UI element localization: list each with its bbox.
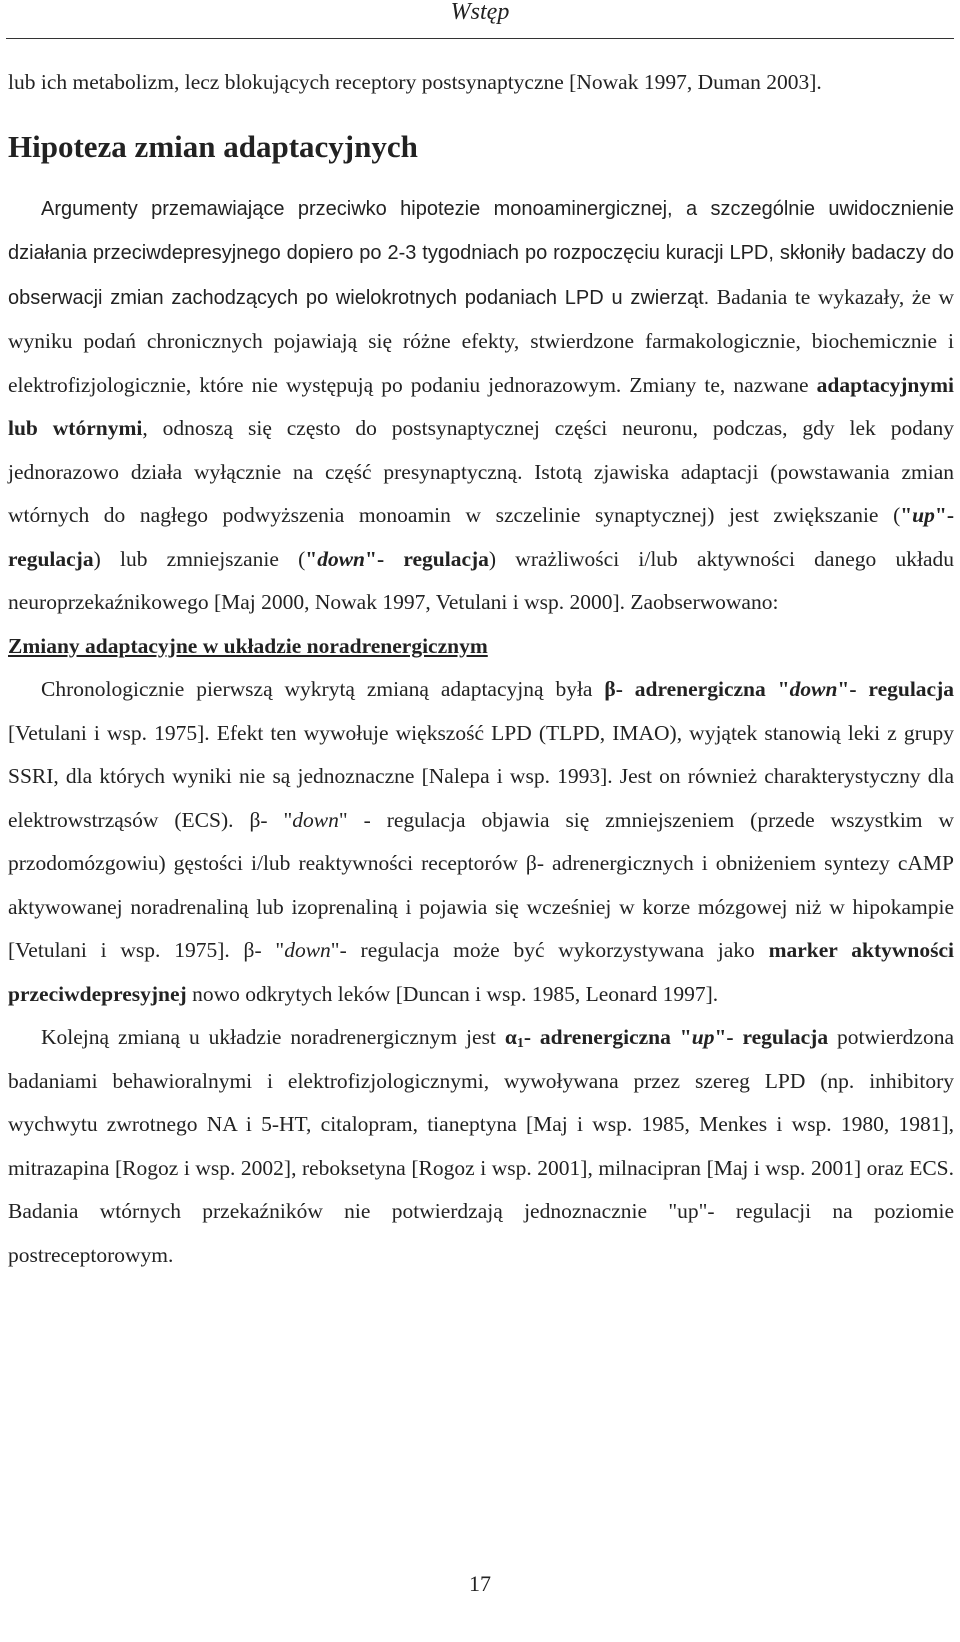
bold-term: marker aktywności przeciwdepresyjnej bbox=[8, 938, 954, 1006]
bold-term: " bbox=[305, 546, 318, 571]
text-fragment: "- regulacja może być wykorzystywana jako bbox=[330, 938, 769, 962]
bold-term: "- regulacja bbox=[8, 503, 954, 571]
bold-term: β- adrenergiczna bbox=[604, 677, 766, 701]
subscript: 1 bbox=[516, 1036, 524, 1051]
header-rule bbox=[6, 38, 954, 39]
page-header: Wstęp bbox=[450, 0, 510, 25]
text-fragment: potwierdzona badaniami behawioralnymi i elektrofizjologicznymi, wywoływana przez szereg LPD (np. inhibitory wychwytu zwrotnego NA i 5-HT, citalopram, tianeptyna [Maj i wsp. 1985, Menkes i wsp. 1980, 1981], mitrazapina [Rogoz i wsp. 2002], reboksetyna [Rogoz i wsp. 2001], milnacipran [Maj i wsp. 2001] oraz ECS. Badania wtórnych przekaźników nie potwierdzają jednoznacznie "up"- regulacji na poziomie postreceptorowym. bbox=[8, 1025, 955, 1267]
text-fragment: " - regulacja objawia się zmniejszeniem (przede wszystkim w przodomózgowiu) gęstości i/lub reaktywności receptorów β- adrenergicznych i obniżeniem syntezy cAMP aktywowanej noradrenaliną lub izoprenaliną i pojawia się wcześniej w korze mózgowej niż w hipokampie [Vetulani i wsp. 1975]. β- " bbox=[8, 807, 954, 962]
text-fragment: [Vetulani i wsp. 1975]. Efekt ten wywołuje większość LPD (TLPD, IMAO), wyjątek stanowią leki z grupy SSRI, dla których wyniki nie są jednoznaczne [Nalepa i wsp. 1993]. Jest on również charakterystyczny dla elektrowstrząsów (ECS). β- " bbox=[8, 720, 954, 832]
document-body bbox=[8, 61, 954, 1277]
bold-term: "- regulacja bbox=[714, 1025, 829, 1049]
bold-italic-term: down bbox=[317, 546, 366, 571]
paragraph-alpha-up bbox=[8, 1016, 954, 1277]
bold-term: α bbox=[504, 1025, 517, 1049]
bold-italic-term: down bbox=[789, 677, 838, 701]
text-fragment: Badania te wykazały, że w wyniku podań chronicznych pojawiają się różne efekty, stwierdzone farmakologicznie, biochemicznie i elektrofizjologicznie, które nie występują po podaniu jednorazowym. bbox=[8, 284, 955, 397]
bold-italic-term: up bbox=[912, 503, 935, 527]
italic-term: down bbox=[292, 807, 339, 832]
text-fragment: nowo odkrytych leków [Duncan i wsp. 1985, Leonard 1997]. bbox=[186, 981, 719, 1006]
italic-term: down bbox=[284, 938, 331, 962]
text-fragment: Argumenty przemawiające przeciwko hipotezie monoaminergicznej, a szczególnie uwidocznienie działania przeciwdepresyjnego dopiero po 2-3 tygodniach po rozpoczęciu kuracji LPD, skłoniły badaczy do obserwacji zmian zachodzących po wielokrotnych podaniach LPD u zwierząt. bbox=[8, 197, 954, 309]
paragraph-beta-down bbox=[8, 668, 954, 1016]
bold-term: "- regulacja bbox=[837, 677, 955, 701]
text-fragment: Zmiany te, nazwane bbox=[621, 372, 817, 397]
bold-term: "- regulacja bbox=[365, 546, 489, 571]
page-number: 17 bbox=[469, 1571, 491, 1596]
section-heading: Hipoteza zmian adaptacyjnych bbox=[8, 128, 418, 164]
bold-italic-term: up bbox=[691, 1025, 715, 1049]
text-fragment: Kolejną zmianą u układzie noradrenergicznym jest bbox=[41, 1025, 505, 1049]
paragraph-hypothesis bbox=[8, 187, 954, 625]
bold-term: " bbox=[765, 677, 790, 701]
paragraph-intro: lub ich metabolizm, lecz blokujących receptory postsynaptyczne [Nowak 1997, Duman 2003]. bbox=[8, 70, 822, 94]
bold-term: " bbox=[900, 503, 913, 527]
subsection-heading: Zmiany adaptacyjne w układzie noradrenergicznym bbox=[8, 633, 488, 658]
text-fragment: ) lub zmniejszanie ( bbox=[93, 546, 306, 571]
bold-term: adaptacyjnymi lub wtórnymi bbox=[8, 372, 954, 440]
bold-term: - adrenergiczna " bbox=[523, 1025, 692, 1049]
text-fragment: ) wrażliwości i/lub aktywności danego układu neuroprzekaźnikowego [Maj 2000, Nowak 1997, Vetulani i wsp. 2000]. Zaobserwowano: bbox=[8, 546, 954, 614]
text-fragment: , odnoszą się często do postsynaptycznej części neuronu, podczas, gdy lek podany jednorazowo działa wyłącznie na część presynaptyczną. Istotą zjawiska adaptacji (powstawania zmian wtórnych do nagłego podwyższenia monoamin w szczelinie synaptycznej) jest zwiększanie ( bbox=[8, 416, 954, 527]
text-fragment: Chronologicznie pierwszą wykrytą zmianą adaptacyjną była bbox=[41, 677, 605, 701]
